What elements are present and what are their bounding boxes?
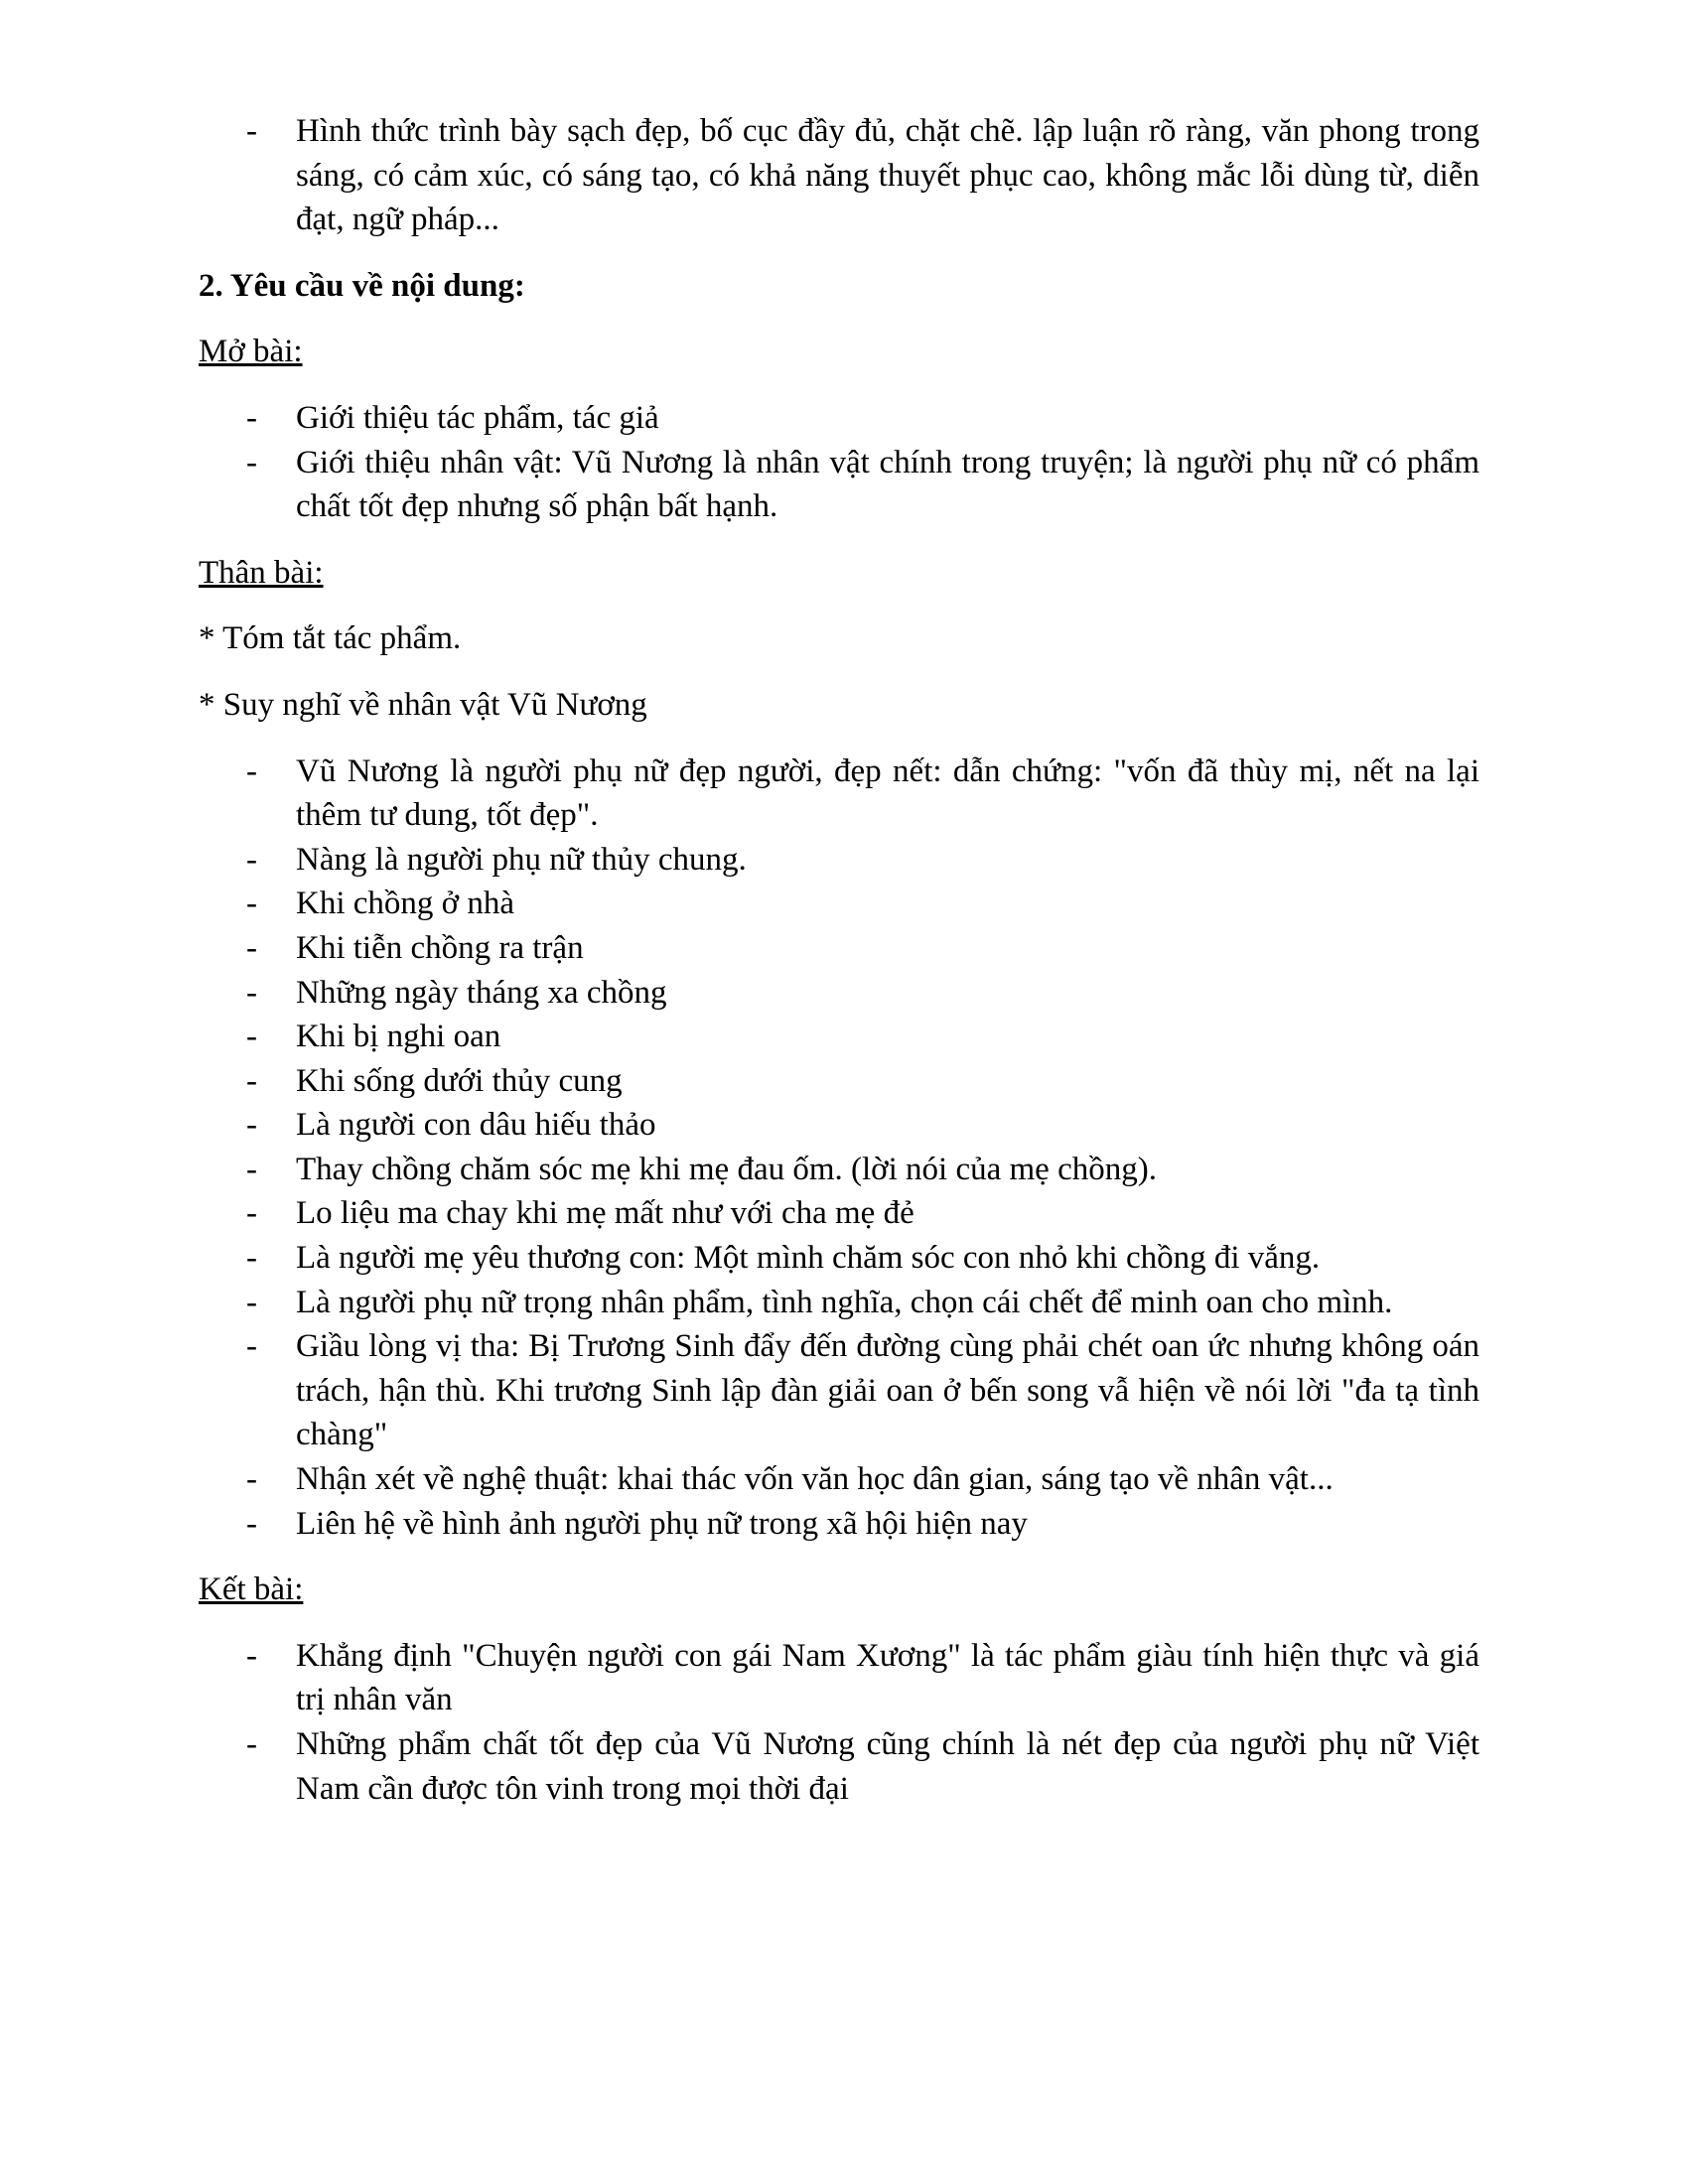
dash-bullet: - <box>246 1019 257 1055</box>
list-item <box>199 838 1479 883</box>
list-item <box>199 1457 1479 1502</box>
list-item-text: Liên hệ về hình ảnh người phụ nữ trong xã hội hiện nay <box>296 1505 1028 1542</box>
list-item-text: Là người phụ nữ trọng nhân phẩm, tình nghĩa, chọn cái chết để minh oan cho mình. <box>296 1284 1393 1320</box>
summary-note: * Tóm tắt tác phẩm. <box>199 620 462 657</box>
list-item <box>199 1324 1479 1457</box>
dash-bullet: - <box>246 1505 257 1542</box>
list-item <box>199 750 1479 838</box>
dash-bullet: - <box>246 1284 257 1320</box>
list-item <box>199 396 1479 441</box>
list-item <box>199 1059 1479 1104</box>
section-heading: 2. Yêu cầu về nội dung: <box>199 267 525 304</box>
document-page <box>199 109 1479 1811</box>
list-item-text: Lo liệu ma chay khi mẹ mất như với cha mẹ đẻ <box>296 1195 914 1232</box>
dash-bullet: - <box>246 752 257 789</box>
list-item-text: Những phẩm chất tốt đẹp của Vũ Nương cũng chính là nét đẹp của người phụ nữ Việt Nam cần được tôn vinh trong mọi thời đại <box>296 1726 1479 1807</box>
list-item <box>199 1148 1479 1192</box>
dash-bullet: - <box>246 1240 257 1277</box>
dash-bullet: - <box>246 444 257 480</box>
list-item-text: Giới thiệu tác phẩm, tác giả <box>296 399 659 436</box>
ket-bai-label: Kết bài: <box>199 1571 304 1608</box>
dash-bullet: - <box>246 1726 257 1762</box>
list-item <box>199 109 1479 242</box>
character-note: * Suy nghĩ về nhân vật Vũ Nương <box>199 686 647 723</box>
dash-bullet: - <box>246 1062 257 1099</box>
list-item-text: Khi tiễn chồng ra trận <box>296 929 584 966</box>
list-item-text: Là người mẹ yêu thương con: Một mình chăm sóc con nhỏ khi chồng đi vắng. <box>296 1240 1321 1277</box>
list-item <box>199 1103 1479 1148</box>
list-item <box>199 1015 1479 1059</box>
dash-bullet: - <box>246 974 257 1011</box>
dash-bullet: - <box>246 399 257 436</box>
list-item-text: Khi sống dưới thủy cung <box>296 1062 623 1099</box>
list-item <box>199 1191 1479 1236</box>
list-item-text: Giầu lòng vị tha: Bị Trương Sinh đẩy đến đường cùng phải chét oan ức nhưng không oán trách, hận thù. Khi trương Sinh lập đàn giải oan ở bến song vẫ hiện về nói lời "đa tạ tình chàng" <box>296 1328 1479 1453</box>
dash-bullet: - <box>246 929 257 966</box>
ket-bai-list <box>199 1634 1479 1811</box>
list-item-text: Nàng là người phụ nữ thủy chung. <box>296 841 747 878</box>
list-item-text: Là người con dâu hiếu thảo <box>296 1107 656 1144</box>
mo-bai-list <box>199 396 1479 529</box>
dash-bullet: - <box>246 1107 257 1144</box>
list-item <box>199 1502 1479 1547</box>
than-bai-list <box>199 750 1479 1547</box>
list-item <box>199 926 1479 971</box>
mo-bai-label: Mở bài: <box>199 334 303 370</box>
dash-bullet: - <box>246 1637 257 1674</box>
list-item <box>199 1236 1479 1281</box>
dash-bullet: - <box>246 1151 257 1187</box>
list-item-text: Khi bị nghi oan <box>296 1019 501 1055</box>
dash-bullet: - <box>246 1328 257 1365</box>
dash-bullet: - <box>246 886 257 922</box>
dash-bullet: - <box>246 1195 257 1232</box>
list-item-text: Thay chồng chăm sóc mẹ khi mẹ đau ốm. (lời nói của mẹ chồng). <box>296 1151 1157 1187</box>
intro-list <box>199 109 1479 242</box>
list-item <box>199 971 1479 1016</box>
list-item-text: Giới thiệu nhân vật: Vũ Nương là nhân vật chính trong truyện; là người phụ nữ có phẩm chất tốt đẹp nhưng số phận bất hạnh. <box>296 444 1479 525</box>
list-item-text: Nhận xét về nghệ thuật: khai thác vốn văn học dân gian, sáng tạo về nhân vật... <box>296 1461 1334 1498</box>
than-bai-label: Thân bài: <box>199 554 324 591</box>
list-item <box>199 882 1479 926</box>
list-item-text: Khi chồng ở nhà <box>296 886 514 922</box>
list-item <box>199 1634 1479 1722</box>
dash-bullet: - <box>246 1461 257 1498</box>
list-item-text: Hình thức trình bày sạch đẹp, bố cục đầy đủ, chặt chẽ. lập luận rõ ràng, văn phong trong sáng, có cảm xúc, có sáng tạo, có khả năng thuyết phục cao, không mắc lỗi dùng từ, diễn đạt, ngữ pháp... <box>296 113 1479 238</box>
list-item-text: Những ngày tháng xa chồng <box>296 974 667 1011</box>
dash-bullet: - <box>246 113 257 149</box>
list-item <box>199 1722 1479 1811</box>
list-item <box>199 441 1479 529</box>
list-item-text: Khẳng định "Chuyện người con gái Nam Xương" là tác phẩm giàu tính hiện thực và giá trị nhân văn <box>296 1637 1479 1718</box>
list-item <box>199 1281 1479 1325</box>
list-item-text: Vũ Nương là người phụ nữ đẹp người, đẹp nết: dẫn chứng: "vốn đã thùy mị, nết na lại thêm tư dung, tốt đẹp". <box>296 752 1479 834</box>
dash-bullet: - <box>246 841 257 878</box>
